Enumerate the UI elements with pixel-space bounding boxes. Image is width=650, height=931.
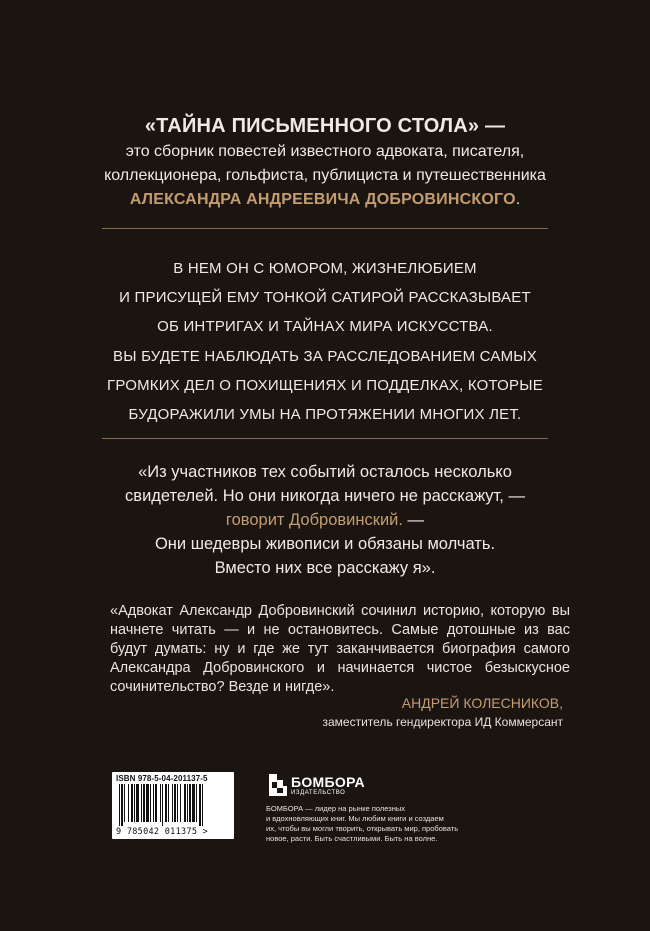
barcode-bar	[196, 784, 197, 822]
description-line: ОБ ИНТРИГАХ И ТАЙНАХ МИРА ИСКУССТВА.	[157, 318, 493, 335]
review-author-role: заместитель гендиректора ИД Коммерсант	[322, 715, 563, 729]
divider-top	[102, 228, 548, 229]
barcode-bar	[165, 784, 167, 822]
barcode-bar	[199, 784, 201, 826]
barcode-bar	[143, 784, 145, 822]
barcode-bar	[134, 784, 135, 822]
description-paragraph-1	[70, 254, 580, 341]
barcode-bar	[150, 784, 151, 822]
barcode-bar	[155, 784, 157, 822]
publisher-description	[266, 804, 466, 844]
barcode-bar	[160, 784, 161, 822]
review-text: «Адвокат Александр Добровинский сочинил историю, которую вы начнете читать — и не остановитесь. Самые дотошные из вас будут думать: ну и где же тут заканчивается биография самого Александра Добровинского и начинается чистое безыскусное сочинительство? Везде и нигде».	[110, 603, 570, 695]
barcode-bar	[177, 784, 178, 822]
bombora-logo-icon	[266, 772, 288, 798]
publisher-description-line: и вдохновляющих книг. Мы любим книги и создаем	[266, 814, 444, 823]
barcode-bar	[192, 784, 195, 822]
barcode-bar	[128, 784, 129, 822]
quote-attribution: говорит Добровинский.	[225, 511, 403, 529]
barcode-bar	[180, 784, 181, 822]
barcode-bar	[162, 784, 163, 826]
barcode-bar	[168, 784, 169, 822]
description-line: ГРОМКИХ ДЕЛ О ПОХИЩЕНИЯХ И ПОДДЕЛКАХ, КОТОРЫЕ	[107, 377, 543, 394]
isbn-number: ISBN 978-5-04-201137-5	[116, 774, 208, 783]
description-line: И ПРИСУЩЕЙ ЕМУ ТОНКОЙ САТИРОЙ РАССКАЗЫВАЕТ	[119, 289, 531, 306]
quote-dash: —	[402, 511, 425, 529]
quote-line: свидетелей. Но они никогда ничего не расскажут, —	[125, 487, 525, 505]
quote-line: «Из участников тех событий осталось несколько	[138, 463, 512, 481]
barcode-bar	[119, 784, 120, 826]
author-quote	[90, 460, 560, 580]
intro-block	[60, 112, 590, 212]
quote-line	[90, 508, 560, 532]
publisher-description-line: новое, расти. Быть счастливыми. Быть на волне.	[266, 834, 438, 843]
intro-line-2: коллекционера, гольфиста, публициста и путешественника	[104, 167, 546, 184]
isbn-barcode	[112, 772, 234, 839]
description-line: БУДОРАЖИЛИ УМЫ НА ПРОТЯЖЕНИИ МНОГИХ ЛЕТ.	[128, 406, 522, 423]
intro-line-1: это сборник повестей известного адвоката, писателя,	[125, 143, 525, 160]
divider-bottom	[102, 438, 548, 439]
barcode-bar	[184, 784, 186, 822]
barcode-digits: 9 785042 011375 >	[116, 827, 209, 837]
barcode-bar	[187, 784, 188, 822]
publisher-description-line: БОМБОРА — лидер на рынке полезных	[266, 804, 406, 813]
description-line: ВЫ БУДЕТЕ НАБЛЮДАТЬ ЗА РАССЛЕДОВАНИЕМ САМЫХ	[113, 348, 537, 365]
barcode-bar	[121, 784, 123, 826]
barcode-bar	[131, 784, 133, 822]
barcode-bar	[172, 784, 173, 822]
barcode-bar	[202, 784, 203, 826]
barcode-bar	[146, 784, 149, 822]
quote-line: Они шедевры живописи и обязаны молчать.	[154, 535, 496, 553]
author-name-period: .	[515, 191, 521, 208]
barcode-bar	[153, 784, 154, 822]
publisher-description-line: их, чтобы вы могли творить, открывать мир, пробовать	[266, 824, 459, 833]
author-name: АЛЕКСАНДРА АНДРЕЕВИЧА ДОБРОВИНСКОГО	[129, 191, 516, 208]
description-line: В НЕМ ОН С ЮМОРОМ, ЖИЗНЕЛЮБИЕМ	[173, 260, 477, 277]
barcode-bar	[136, 784, 139, 822]
publisher-subtitle: ИЗДАТЕЛЬСТВО	[291, 790, 346, 796]
barcode-bar	[174, 784, 176, 822]
book-title: «ТАЙНА ПИСЬМЕННОГО СТОЛА» —	[144, 115, 506, 137]
barcode-icon	[117, 784, 229, 826]
barcode-bar	[124, 784, 125, 822]
review-author: АНДРЕЙ КОЛЕСНИКОВ,	[401, 695, 563, 711]
publisher-block	[266, 772, 466, 842]
quote-line: Вместо них все расскажу я».	[214, 559, 436, 577]
publisher-name: БОМБОРА	[291, 774, 365, 790]
barcode-bar	[141, 784, 142, 822]
author-name-line	[60, 188, 590, 212]
description-paragraph-2	[70, 342, 580, 429]
barcode-bar	[189, 784, 191, 822]
